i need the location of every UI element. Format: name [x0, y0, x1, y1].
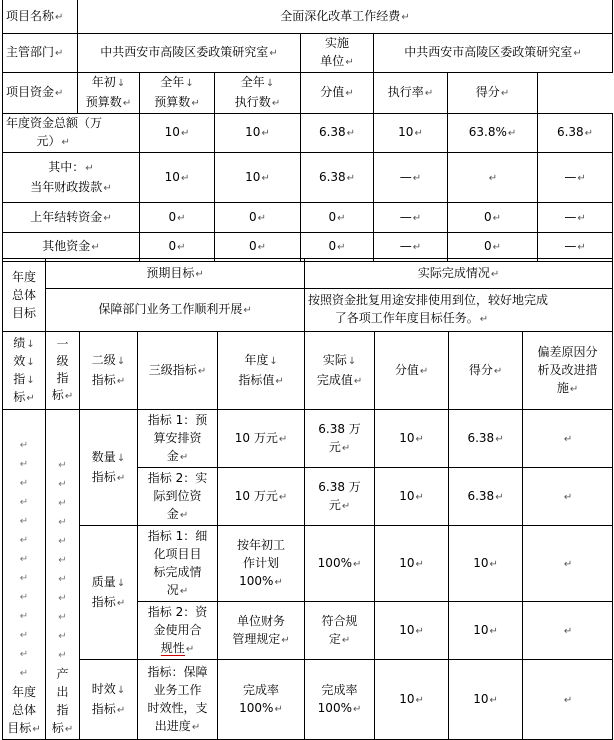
carry-cell: —↵	[374, 203, 448, 233]
fiscal-cell: —↵	[538, 153, 613, 203]
timeliness-group: 时效↓ 指标↵	[80, 660, 138, 740]
other-label: 其他资金↵	[3, 233, 140, 262]
indicator-name: 指标 2：实 际到位资 金↵	[138, 468, 218, 526]
carry-cell: 0↵	[301, 203, 374, 233]
expected-goal-header: 预期目标↵	[46, 259, 305, 289]
indicator-score: 10↵	[449, 602, 523, 660]
indicator-value: 10↵	[375, 468, 449, 526]
target-header: 年度↓ 指标值↵	[218, 332, 305, 410]
indicator-name: 指标：保障 业务工作 时效性，支 出进度↵	[138, 660, 218, 740]
indicator-target: 按年初工 作计划 100%↵	[218, 526, 305, 602]
other-cell: 0↵	[448, 233, 538, 262]
col-annual-budget: 全年↓ 预算数↵	[140, 73, 215, 114]
table-row	[3, 526, 613, 602]
carry-label: 上年结转资金↵	[3, 203, 140, 233]
table-row	[3, 410, 613, 468]
left-goal-column: ↵ ↵ ↵ ↵ ↵ ↵ ↵ ↵ ↵ ↵ ↵ ↵ ↵ 年度 总体 目标↵	[3, 410, 46, 740]
expected-goal-text: 保障部门业务工作顺利开展↵	[46, 289, 305, 332]
other-cell: 0↵	[215, 233, 301, 262]
total-cell: 10↵	[140, 114, 215, 153]
dept-label: 主管部门↵	[3, 34, 78, 73]
indicator-score: 10↵	[449, 660, 523, 740]
indicator-score: 6.38↵	[449, 468, 523, 526]
funds-table	[2, 0, 613, 262]
indicator-score: 6.38↵	[449, 410, 523, 468]
level2-header: 二级↓ 指标↵	[80, 332, 138, 410]
actual-goal-text: 按照资金批复用途安排使用到位，较好地完成 了各项工作年度目标任务。↵	[305, 289, 613, 332]
indicator-target: 完成率 100%↵	[218, 660, 305, 740]
indicator-deviation: ↵	[523, 602, 613, 660]
table-row	[3, 114, 613, 153]
indicator-actual: 6.38 万 元↵	[305, 468, 375, 526]
other-cell: 0↵	[301, 233, 374, 262]
table-row	[3, 660, 613, 740]
fiscal-cell: ↵	[448, 153, 538, 203]
indicator-value: 10↵	[375, 526, 449, 602]
col-score-value: 分值↵	[301, 73, 374, 114]
indicator-value: 10↵	[375, 602, 449, 660]
fiscal-label: 其中：↵ 当年财政拨款↵	[3, 153, 140, 203]
impl-unit-value: 中共西安市高陵区委政策研究室↵	[374, 34, 613, 73]
col-exec-rate: 执行率↵	[374, 73, 448, 114]
indicator-value: 10↵	[375, 660, 449, 740]
indicator-target: 10 万元↵	[218, 410, 305, 468]
project-name-label: 项目名称↵	[3, 0, 78, 34]
other-cell: —↵	[374, 233, 448, 262]
level3-header: 三级指标↵	[138, 332, 218, 410]
indicator-actual: 6.38 万 元↵	[305, 410, 375, 468]
deviation-header: 偏差原因分 析及改进措 施↵	[523, 332, 613, 410]
total-cell: 10↵	[374, 114, 448, 153]
carry-cell: 0↵	[140, 203, 215, 233]
carry-cell: 0↵	[448, 203, 538, 233]
indicator-deviation: ↵	[523, 468, 613, 526]
quantity-group: 数量↓ 指标↵	[80, 410, 138, 526]
indicator-target: 单位财务 管理规定↵	[218, 602, 305, 660]
total-cell: 6.38↵	[301, 114, 374, 153]
actual-header: 实际↓ 完成值↵	[305, 332, 375, 410]
impl-unit-label: 实施 单位↵	[301, 34, 374, 73]
table-row	[3, 203, 613, 233]
table-row	[3, 153, 613, 203]
total-label: 年度资金总额（万 元）↵	[3, 114, 140, 153]
carry-cell: —↵	[538, 203, 613, 233]
annual-goal-label: 年度 总体 目标	[3, 259, 46, 332]
indicators-table	[2, 258, 613, 740]
score-header: 得分↵	[449, 332, 523, 410]
total-cell: 63.8%↵	[448, 114, 538, 153]
dept-value: 中共西安市高陵区委政策研究室↵	[78, 34, 301, 73]
level1-header: 一 级 指 标↵	[46, 332, 80, 410]
quality-group: 质量↓ 指标↵	[80, 526, 138, 660]
output-indicator-column: ↵ ↵ ↵ ↵ ↵ ↵ ↵ ↵ ↵ ↵ ↵ 产 出 指 标↵	[46, 410, 80, 740]
indicator-value: 10↵	[375, 410, 449, 468]
score-value-header: 分值↵	[375, 332, 449, 410]
indicator-name: 指标 2：资 金使用合 规性↵	[138, 602, 218, 660]
indicator-score: 10↵	[449, 526, 523, 602]
indicator-name: 指标 1：预 算安排资 金↵	[138, 410, 218, 468]
indicator-target: 10 万元↵	[218, 468, 305, 526]
fiscal-cell: 10↵	[140, 153, 215, 203]
total-cell: 10↵	[215, 114, 301, 153]
indicator-actual: 符合规 定↵	[305, 602, 375, 660]
indicator-deviation: ↵	[523, 526, 613, 602]
other-cell: 0↵	[140, 233, 215, 262]
other-cell: —↵	[538, 233, 613, 262]
project-name-value: 全面深化改革工作经费↵	[78, 0, 613, 34]
funds-header-label: 项目资金↵	[3, 73, 78, 114]
carry-cell: 0↵	[215, 203, 301, 233]
fiscal-cell: 6.38↵	[301, 153, 374, 203]
indicator-deviation: ↵	[523, 660, 613, 740]
indicator-name: 指标 1：细 化项目目 标完成情 况↵	[138, 526, 218, 602]
fiscal-cell: —↵	[374, 153, 448, 203]
indicator-actual: 100%↵	[305, 526, 375, 602]
actual-goal-header: 实际完成情况↵	[305, 259, 613, 289]
perf-header: 绩↓ 效↓ 指↓ 标↵	[3, 332, 46, 410]
indicator-deviation: ↵	[523, 410, 613, 468]
total-cell: 6.38↵	[538, 114, 613, 153]
col-initial-budget: 年初↓ 预算数↵	[78, 73, 140, 114]
indicator-actual: 完成率 100%↵	[305, 660, 375, 740]
col-annual-execution: 全年↓ 执行数↵	[215, 73, 301, 114]
col-score: 得分↵	[448, 73, 538, 114]
fiscal-cell: 10↵	[215, 153, 301, 203]
